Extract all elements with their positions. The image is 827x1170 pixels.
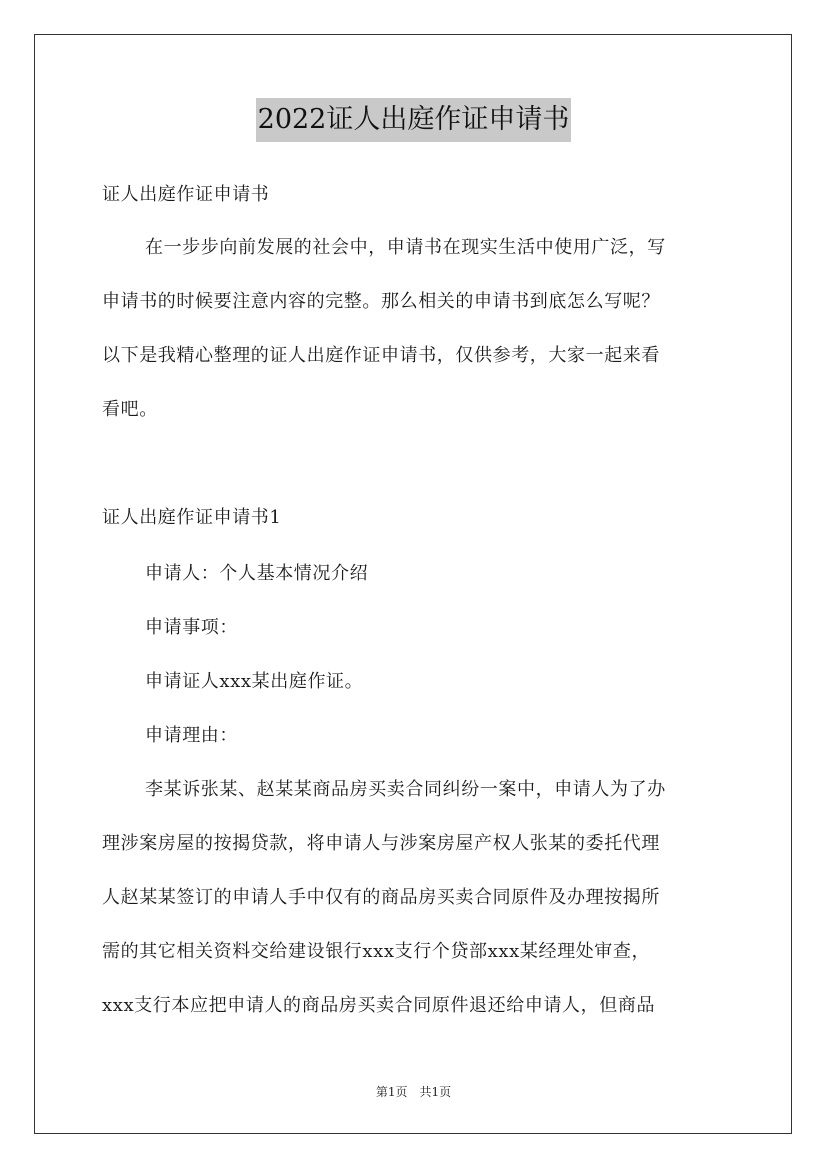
applicant-line: 申请人：个人基本情况介绍 bbox=[145, 563, 369, 584]
intro-line: 在一步步向前发展的社会中，申请书在现实生活中使用广泛，写 bbox=[145, 237, 666, 258]
reason-line: 理涉案房屋的按揭贷款，将申请人与涉案房屋产权人张某的委托代理 bbox=[102, 833, 660, 854]
subtitle: 证人出庭作证申请书 bbox=[102, 184, 270, 205]
reason-line: 人赵某某签订的申请人手中仅有的商品房买卖合同原件及办理按揭所 bbox=[102, 887, 660, 908]
intro-line: 申请书的时候要注意内容的完整。那么相关的申请书到底怎么写呢？ bbox=[102, 291, 660, 312]
reason-label: 申请理由： bbox=[145, 725, 238, 746]
reason-line: 需的其它相关资料交给建设银行xxx支行个贷部xxx某经理处审查， bbox=[102, 941, 651, 962]
section-heading: 证人出庭作证申请书1 bbox=[102, 507, 282, 528]
intro-line: 看吧。 bbox=[102, 399, 158, 420]
document-title: 2022证人出庭作证申请书 bbox=[256, 98, 572, 142]
title-wrap bbox=[0, 98, 827, 142]
matters-line: 申请证人xxx某出庭作证。 bbox=[145, 671, 364, 692]
intro-line: 以下是我精心整理的证人出庭作证申请书，仅供参考，大家一起来看 bbox=[102, 345, 660, 366]
reason-line: 李某诉张某、赵某某商品房买卖合同纠纷一案中，申请人为了办 bbox=[145, 779, 666, 800]
page-footer: 第1页 共1页 bbox=[375, 1085, 452, 1099]
matters-label: 申请事项： bbox=[145, 617, 238, 638]
reason-line: xxx支行本应把申请人的商品房买卖合同原件退还给申请人，但商品 bbox=[102, 995, 656, 1016]
